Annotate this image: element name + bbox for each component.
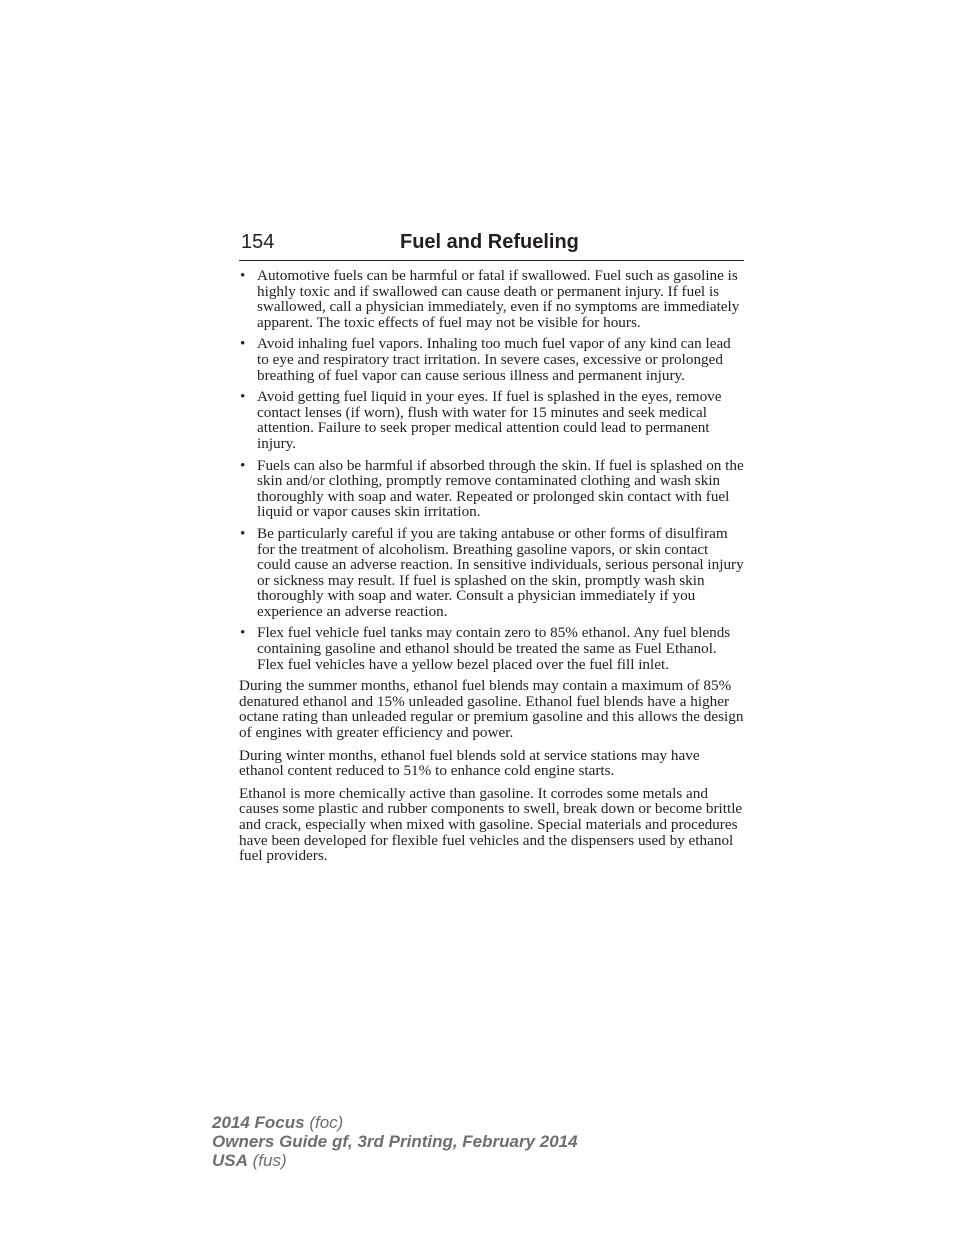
bullet-item bbox=[239, 458, 744, 520]
bullet-icon: • bbox=[240, 388, 246, 406]
bullet-icon: • bbox=[240, 456, 246, 474]
footer-market-code: (fus) bbox=[252, 1151, 287, 1170]
bullet-text: Avoid inhaling fuel vapors. Inhaling too much fuel vapor of any kind can lead to eye and respiratory tract irritation. In severe cases, excessive or prolonged breathing of fuel vapor can cause serious illness and permanent injury. bbox=[257, 335, 731, 384]
bullet-item bbox=[239, 526, 744, 620]
bullet-icon: • bbox=[240, 524, 246, 542]
footer-market: USA bbox=[212, 1151, 248, 1170]
bullet-item bbox=[239, 336, 744, 383]
warning-bullet-list bbox=[239, 268, 744, 672]
page-number: 154 bbox=[241, 231, 275, 253]
bullet-text: Automotive fuels can be harmful or fatal if swallowed. Fuel such as gasoline is highly toxic and if swallowed can cause death or permanent injury. If fuel is swallowed, call a physician immediately, even if no symptoms are immediately apparent. The toxic effects of fuel may not be visible for hours. bbox=[257, 267, 740, 331]
page-header bbox=[239, 228, 744, 261]
paragraph-ethanol-activity: Ethanol is more chemically active than gasoline. It corrodes some metals and causes some plastic and rubber components to swell, break down or become brittle and crack, especially when mixed with gasoline. Special materials and procedures have been developed for flexible fuel vehicles and the dispensers used by ethanol fuel providers. bbox=[239, 784, 743, 865]
page-footer bbox=[212, 1113, 578, 1170]
footer-market-line bbox=[212, 1151, 578, 1170]
page-content bbox=[239, 268, 744, 871]
bullet-item bbox=[239, 389, 744, 451]
bullet-item bbox=[239, 625, 744, 672]
section-title: Fuel and Refueling bbox=[400, 231, 579, 253]
footer-model-code: (foc) bbox=[309, 1113, 344, 1132]
paragraph-winter-blends: During winter months, ethanol fuel blends sold at service stations may have ethanol content reduced to 51% to enhance cold engine starts. bbox=[239, 746, 700, 780]
bullet-text: Avoid getting fuel liquid in your eyes. If fuel is splashed in the eyes, remove contact lenses (if worn), flush with water for 15 minutes and seek medical attention. Failure to seek proper medical attention could lead to permanent injury. bbox=[257, 388, 722, 452]
bullet-icon: • bbox=[240, 624, 246, 642]
bullet-text: Be particularly careful if you are taking antabuse or other forms of disulfiram for the treatment of alcoholism. Breathing gasoline vapors, or skin contact could cause an adverse reaction. In sensitive individuals, serious personal injury or sickness may result. If fuel is splashed on the skin, promptly wash skin thoroughly with soap and water. Consult a physician immediately if you experience an adverse reaction. bbox=[257, 524, 744, 620]
paragraph-summer-blends: During the summer months, ethanol fuel blends may contain a maximum of 85% denatured ethanol and 15% unleaded gasoline. Ethanol fuel blends have a higher octane rating than unleaded regular or premium gasoline and this allows the design of engines with greater efficiency and power. bbox=[239, 677, 744, 742]
footer-model: 2014 Focus bbox=[212, 1113, 305, 1132]
bullet-icon: • bbox=[240, 267, 246, 284]
bullet-text: Fuels can also be harmful if absorbed through the skin. If fuel is splashed on the skin and/or clothing, promptly remove contaminated clothing and wash skin thoroughly with soap and water. Repeated or prolonged skin contact with fuel liquid or vapor causes skin irritation. bbox=[257, 456, 744, 521]
bullet-item bbox=[239, 268, 744, 330]
footer-model-line bbox=[212, 1113, 578, 1132]
bullet-text: Flex fuel vehicle fuel tanks may contain zero to 85% ethanol. Any fuel blends containing gasoline and ethanol should be treated the same as Fuel Ethanol. Flex fuel vehicles have a yellow bezel placed over the fuel fill inlet. bbox=[257, 624, 731, 673]
bullet-icon: • bbox=[240, 335, 246, 353]
footer-guide: Owners Guide gf, 3rd Printing, February 2014 bbox=[212, 1132, 578, 1151]
